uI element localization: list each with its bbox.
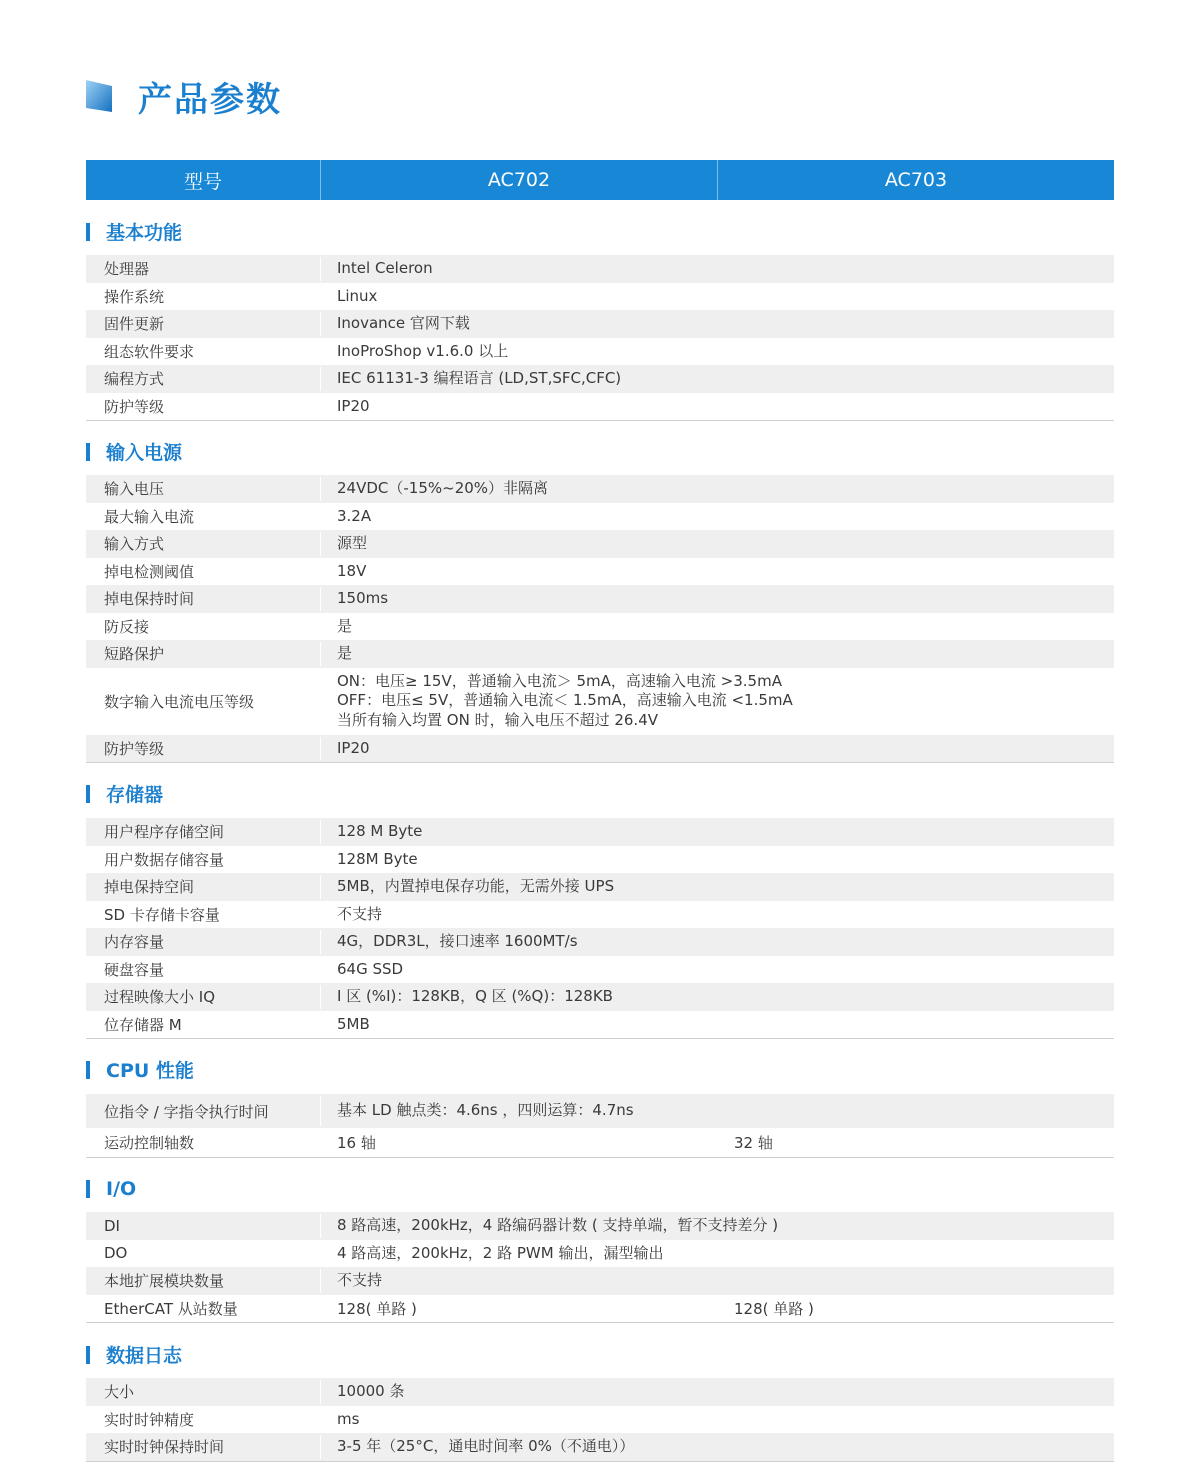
row-key: 本地扩展模块数量	[86, 1267, 321, 1295]
table-row	[86, 1295, 1114, 1323]
row-value: 不支持	[337, 1271, 383, 1289]
row-value: 150ms	[337, 589, 389, 607]
row-value-ac703: 128( 单路 )	[734, 1299, 814, 1318]
row-value: 10000 条	[337, 1382, 405, 1400]
page-title	[86, 74, 282, 118]
row-key: 固件更新	[86, 310, 321, 338]
row-value: ms	[337, 1409, 360, 1428]
row-key: 处理器	[86, 255, 321, 283]
table-row	[86, 1378, 1114, 1406]
row-value: Inovance 官网下载	[337, 314, 470, 332]
row-key: 掉电检测阈值	[86, 558, 321, 586]
row-key: 位指令 / 字指令执行时间	[86, 1094, 321, 1128]
row-key: SD 卡存储卡容量	[86, 901, 321, 929]
title-marker-icon	[86, 80, 112, 112]
row-value: 源型	[337, 534, 368, 552]
row-key: 用户程序存储空间	[86, 818, 321, 846]
table-row	[86, 1011, 1114, 1039]
row-key: 大小	[86, 1378, 321, 1406]
row-value: IP20	[337, 738, 370, 757]
row-value-line: ON：电压≥ 15V，普通输入电流＞ 5mA，高速输入电流 >3.5mA	[337, 671, 782, 690]
row-value: 128 M Byte	[337, 822, 423, 840]
section-bar-icon	[86, 785, 90, 803]
section-title: I/O	[106, 1177, 137, 1200]
row-value: Linux	[337, 286, 378, 305]
row-key: EtherCAT 从站数量	[86, 1295, 321, 1323]
row-key: 掉电保持时间	[86, 585, 321, 613]
row-value-line: 当所有输入均置 ON 时，输入电压不超过 26.4V	[337, 710, 658, 729]
row-key: 组态软件要求	[86, 338, 321, 366]
section-header	[86, 1161, 1114, 1216]
table-row	[86, 1267, 1114, 1295]
row-key: 防反接	[86, 613, 321, 641]
row-key: 硬盘容量	[86, 956, 321, 984]
table-row	[86, 1212, 1114, 1240]
section-bar-icon	[86, 223, 90, 241]
row-key: 过程映像大小 IQ	[86, 983, 321, 1011]
row-value: 4G，DDR3L，接口速率 1600MT/s	[337, 932, 578, 950]
row-value: InoProShop v1.6.0 以上	[337, 341, 509, 360]
table-row	[86, 873, 1114, 901]
section-io	[86, 1161, 1114, 1323]
table-row	[86, 1433, 1114, 1461]
table-row	[86, 956, 1114, 984]
row-value: IP20	[337, 396, 370, 415]
row-value: 18V	[337, 561, 367, 580]
table-row	[86, 530, 1114, 558]
row-key: 防护等级	[86, 735, 321, 763]
table-row	[86, 668, 1114, 735]
table-row	[86, 393, 1114, 421]
section-basic	[86, 204, 1114, 421]
section-bar-icon	[86, 1346, 90, 1364]
table-row	[86, 310, 1114, 338]
table-row	[86, 1406, 1114, 1434]
table-row	[86, 338, 1114, 366]
row-key: 输入方式	[86, 530, 321, 558]
row-value: 8 路高速，200kHz，4 路编码器计数 ( 支持单端，暂不支持差分 )	[337, 1216, 779, 1234]
row-key: 用户数据存储容量	[86, 846, 321, 874]
row-key: 实时时钟保持时间	[86, 1433, 321, 1461]
row-value: 128M Byte	[337, 849, 418, 868]
section-datalog	[86, 1327, 1114, 1462]
table-row	[86, 558, 1114, 586]
row-value-ac702: 16 轴	[337, 1134, 376, 1152]
section-memory	[86, 766, 1114, 1039]
row-key: DI	[86, 1212, 321, 1240]
section-title: CPU 性能	[106, 1060, 194, 1082]
row-key: 实时时钟精度	[86, 1406, 321, 1434]
section-title: 输入电源	[106, 442, 183, 464]
row-value: 3.2A	[337, 506, 372, 525]
row-key: 短路保护	[86, 640, 321, 668]
table-row	[86, 846, 1114, 874]
table-row	[86, 365, 1114, 393]
row-value-ac703: 32 轴	[734, 1134, 773, 1152]
row-key: 运动控制轴数	[86, 1128, 321, 1157]
row-key: 内存容量	[86, 928, 321, 956]
page-title-text: 产品参数	[138, 79, 282, 120]
row-value: I 区 (%I)：128KB，Q 区 (%Q)：128KB	[337, 987, 613, 1005]
row-key: 防护等级	[86, 393, 321, 421]
section-bar-icon	[86, 443, 90, 461]
table-row	[86, 1128, 1114, 1157]
table-row	[86, 1094, 1114, 1128]
row-key: 位存储器 M	[86, 1011, 321, 1039]
table-row	[86, 983, 1114, 1011]
row-value: 不支持	[337, 904, 383, 923]
section-bar-icon	[86, 1061, 90, 1079]
row-value: 64G SSD	[337, 959, 404, 978]
section-header	[86, 424, 1114, 479]
row-value: 5MB	[337, 1014, 370, 1033]
section-header	[86, 1327, 1114, 1382]
row-key: DO	[86, 1240, 321, 1268]
row-key: 掉电保持空间	[86, 873, 321, 901]
section-title: 基本功能	[106, 222, 183, 244]
section-cpu	[86, 1042, 1114, 1158]
table-row	[86, 613, 1114, 641]
row-value: 是	[337, 616, 353, 635]
row-value: IEC 61131-3 编程语言 (LD,ST,SFC,CFC)	[337, 369, 622, 387]
row-key: 最大输入电流	[86, 503, 321, 531]
table-row	[86, 503, 1114, 531]
row-value: 5MB，内置掉电保存功能，无需外接 UPS	[337, 877, 615, 895]
row-value-ac702: 128( 单路 )	[337, 1299, 417, 1318]
section-header	[86, 204, 1114, 259]
row-value: 3-5 年（25°C，通电时间率 0%（不通电））	[337, 1437, 635, 1455]
header-model: 型号	[86, 160, 321, 200]
row-value-line: OFF：电压≤ 5V，普通输入电流＜ 1.5mA，高速输入电流 <1.5mA	[337, 691, 793, 710]
section-header	[86, 766, 1114, 821]
table-row	[86, 1240, 1114, 1268]
row-value: Intel Celeron	[337, 259, 433, 277]
row-value: 是	[337, 644, 353, 662]
table-row	[86, 818, 1114, 846]
table-row	[86, 928, 1114, 956]
row-value: 基本 LD 触点类：4.6ns ，四则运算：4.7ns	[337, 1101, 634, 1120]
table-row	[86, 640, 1114, 668]
row-value	[321, 672, 1114, 731]
table-row	[86, 283, 1114, 311]
table-row	[86, 255, 1114, 283]
row-value: 4 路高速，200kHz，2 路 PWM 输出，漏型输出	[337, 1243, 664, 1262]
section-power	[86, 424, 1114, 763]
row-key: 编程方式	[86, 365, 321, 393]
table-row	[86, 901, 1114, 929]
row-key: 数字输入电流电压等级	[86, 668, 321, 735]
section-bar-icon	[86, 1180, 90, 1198]
header-ac703: AC703	[884, 169, 948, 191]
header-ac702: AC702	[321, 160, 718, 200]
table-row	[86, 735, 1114, 763]
section-header	[86, 1042, 1114, 1097]
table-row	[86, 475, 1114, 503]
row-key: 输入电压	[86, 475, 321, 503]
section-title: 数据日志	[106, 1345, 183, 1367]
section-title: 存储器	[106, 784, 164, 806]
row-key: 操作系统	[86, 283, 321, 311]
table-header	[86, 160, 1114, 200]
table-row	[86, 585, 1114, 613]
row-value: 24VDC（-15%~20%）非隔离	[337, 479, 549, 497]
